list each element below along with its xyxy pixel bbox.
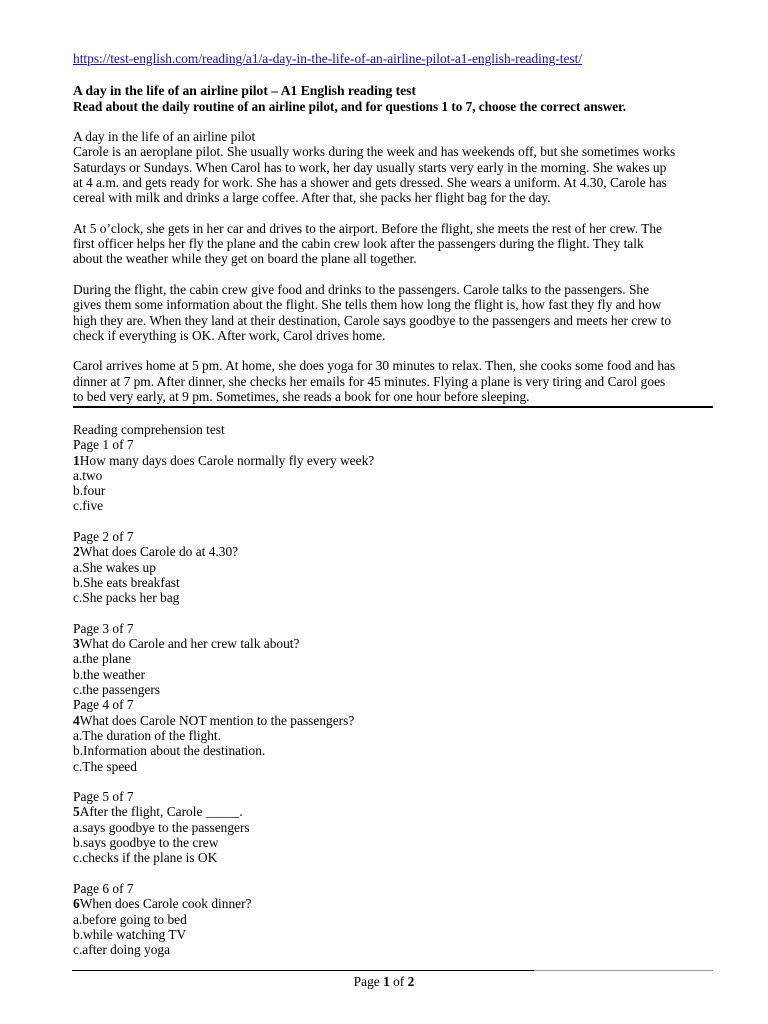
passage-line: At 5 o’clock, she gets in her car and drives to the airport. Before the flight, she meets the rest of her crew. The	[73, 220, 662, 236]
question-text-row	[73, 544, 713, 559]
question-page-indicator: Page 3 of 7	[73, 620, 134, 636]
question-page-indicator: Page 4 of 7	[73, 697, 134, 713]
answer-option[interactable]: a.The duration of the flight.	[73, 727, 221, 743]
passage-line: check if everything is OK. After work, Carol drives home.	[73, 327, 386, 343]
answer-option[interactable]: c.after doing yoga	[73, 942, 171, 958]
passage-body	[73, 144, 713, 404]
answer-option[interactable]: b.Information about the destination.	[73, 743, 266, 759]
answer-option[interactable]: c.She packs her bag	[73, 590, 180, 606]
answer-option[interactable]: b.says goodbye to the crew	[73, 835, 219, 851]
answer-option[interactable]: c.checks if the plane is OK	[73, 850, 218, 866]
passage-line: gives them some information about the flight. She tells them how long the flight is, how fast they fly and how	[73, 297, 662, 313]
question-text-row	[73, 804, 713, 819]
question-page-indicator: Page 2 of 7	[73, 529, 134, 545]
question-block	[73, 529, 713, 605]
question-number: 3	[73, 636, 80, 652]
comprehension-test	[73, 422, 713, 973]
question-block	[73, 881, 713, 957]
question-number: 6	[73, 896, 80, 912]
footer-of: of	[389, 974, 408, 989]
question-block	[73, 697, 713, 773]
question-text-row	[73, 713, 713, 728]
page-title: A day in the life of an airline pilot – A1 English reading test	[73, 83, 417, 98]
question-page-indicator: Page 5 of 7	[73, 789, 134, 805]
question-block	[73, 621, 713, 697]
question-block	[73, 789, 713, 865]
passage-line: high they are. When they land at their destination, Carole says goodbye to the passengers and meets her crew to	[73, 312, 672, 328]
answer-option[interactable]: c.five	[73, 498, 104, 514]
answer-option[interactable]: b.the weather	[73, 666, 146, 682]
passage-line: Carole is an aeroplane pilot. She usually works during the week and has weekends off, but she sometimes works	[73, 144, 676, 160]
question-number: 2	[73, 544, 80, 560]
passage-line: During the flight, the cabin crew give food and drinks to the passengers. Carole talks to the passengers. She	[73, 281, 650, 297]
section-divider	[73, 406, 713, 408]
question-text: What does Carole NOT mention to the passengers?	[79, 712, 355, 728]
question-list	[73, 437, 713, 957]
passage-line: Carol arrives home at 5 pm. At home, she does yoga for 30 minutes to relax. Then, she cooks some food and has	[73, 358, 676, 374]
question-number: 5	[73, 804, 80, 820]
answer-option[interactable]: a.says goodbye to the passengers	[73, 819, 250, 835]
question-text: How many days does Carole normally fly every week?	[79, 452, 375, 468]
passage-line: dinner at 7 pm. After dinner, she checks her emails for 45 minutes. Flying a plane is very tiring and Carol goes	[73, 373, 666, 389]
footer-prefix: Page	[353, 974, 384, 989]
question-text: What do Carole and her crew talk about?	[79, 636, 300, 652]
question-text: When does Carole cook dinner?	[79, 896, 252, 912]
passage-line: cereal with milk and drinks a large coffee. After that, she packs her flight bag for the day.	[73, 190, 551, 206]
reading-passage	[73, 129, 713, 420]
passage-line: about the weather while they get on board the plane all together.	[73, 251, 417, 267]
answer-option[interactable]: c.The speed	[73, 758, 137, 774]
question-text: After the flight, Carole _____.	[79, 804, 243, 820]
question-number: 4	[73, 712, 80, 728]
question-number: 1	[73, 452, 80, 468]
answer-option[interactable]: c.the passengers	[73, 682, 161, 698]
question-text-row	[73, 453, 713, 468]
answer-option[interactable]: b.four	[73, 483, 106, 499]
footer-divider	[72, 970, 713, 971]
answer-option[interactable]: b.She eats breakfast	[73, 574, 180, 590]
footer-current-page: 1	[383, 974, 390, 989]
page-subtitle: Read about the daily routine of an airline pilot, and for questions 1 to 7, choose the correct answer.	[73, 99, 627, 114]
footer-total-pages: 2	[407, 974, 415, 989]
passage-line: at 4 a.m. and gets ready for work. She has a shower and gets dressed. She wears a uniform. At 4.30, Carole has	[73, 174, 667, 190]
question-page-indicator: Page 6 of 7	[73, 880, 134, 896]
passage-paragraph	[73, 221, 713, 267]
question-text-row	[73, 636, 713, 651]
question-text-row	[73, 896, 713, 911]
page-footer	[0, 974, 768, 989]
passage-line: Saturdays or Sundays. When Carol has to work, her day usually starts very early in the morning. She wakes up	[73, 159, 667, 175]
passage-line: to bed very early, at 9 pm. Sometimes, she reads a book for one hour before sleeping.	[73, 389, 530, 405]
answer-option[interactable]: a.the plane	[73, 651, 131, 667]
question-text: What does Carole do at 4.30?	[79, 544, 239, 560]
passage-heading: A day in the life of an airline pilot	[73, 129, 256, 144]
answer-option[interactable]: a.before going to bed	[73, 911, 187, 927]
passage-line: first officer helps her fly the plane and the cabin crew look after the passengers during the flight. They talk	[73, 236, 644, 252]
source-url-link[interactable]: https://test-english.com/reading/a1/a-day-in-the-life-of-an-airline-pilot-a1-english-reading-test/	[73, 51, 583, 66]
passage-paragraph	[73, 144, 713, 205]
answer-option[interactable]: b.while watching TV	[73, 926, 187, 942]
quiz-heading: Reading comprehension test	[73, 422, 225, 437]
passage-paragraph	[73, 282, 713, 343]
passage-paragraph	[73, 358, 713, 404]
question-block	[73, 437, 713, 513]
answer-option[interactable]: a.She wakes up	[73, 559, 156, 575]
answer-option[interactable]: a.two	[73, 467, 103, 483]
question-page-indicator: Page 1 of 7	[73, 437, 134, 453]
